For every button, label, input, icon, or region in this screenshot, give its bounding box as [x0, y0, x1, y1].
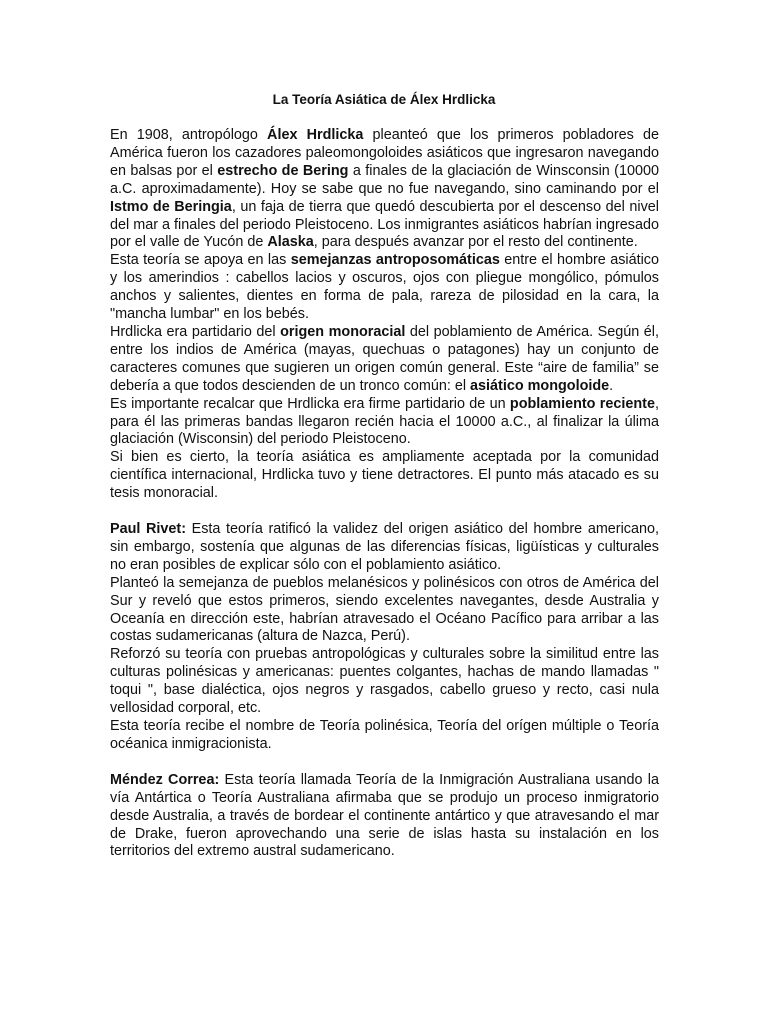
text-run: , para él las primeras bandas llegaron recién hacia el 10000 a.C., al finalizar la úlima glaciación (Wisconsin) del periodo Pleistoceno.	[110, 395, 659, 448]
term-istmo-de-beringia: Istmo de Beringia	[110, 198, 232, 215]
text-run: , un faja de tierra que quedó descubierta por el descenso del nivel del mar a finales del periodo Pleistoceno. Los inmigrantes asiáticos habrían ingresado por el valle de Yucón de	[110, 198, 659, 251]
hrdlicka-paragraph-2	[110, 252, 659, 324]
author-mendez-correa: Méndez Correa:	[110, 771, 220, 788]
text-run: Esta teoría llamada Teoría de la Inmigración Australiana usando la vía Antártica o Teoría Australiana afirmaba que se produjo un proceso inmigratorio desde Australia, a través de bordear el continente antártico y que atravesando el mar de Drake, fueron aprovechando una serie de islas hasta su instalación en los territorios del extremo austral sudamericano.	[110, 771, 660, 860]
text-run: Es importante recalcar que Hrdlicka era firme partidario de un	[110, 395, 510, 412]
rivet-paragraph-4: Esta teoría recibe el nombre de Teoría polinésica, Teoría del orígen múltiple o Teoría océanica inmigracionista.	[110, 718, 659, 752]
hrdlicka-paragraph-1	[110, 127, 659, 252]
rivet-paragraph-1	[110, 521, 659, 575]
text-run: Esta teoría se apoya en las	[110, 252, 291, 269]
hrdlicka-paragraph-5: Si bien es cierto, la teoría asiática es ampliamente aceptada por la comunidad científica internacional, Hrdlicka tuvo y tiene detractores. El punto más atacado es su tesis monoracial.	[110, 449, 659, 502]
author-paul-rivet: Paul Rivet:	[110, 521, 186, 538]
text-run: a finales de la glaciación de Winsconsin (10000 a.C. aproximadamente). Hoy se sabe que no fue navegando, sino caminando por el	[110, 162, 659, 197]
text-run: En 1908, antropólogo	[110, 127, 268, 143]
text-run: Hrdlicka era partidario del	[110, 323, 281, 340]
term-alaska: Alaska	[267, 234, 314, 251]
text-run: , para después avanzar por el resto del continente.	[313, 234, 638, 251]
text-run: Esta teoría ratificó la validez del origen asiático del hombre americano, sin embargo, sostenía que algunas de las diferencias físicas, ligüísticas y culturales no eran posibles de explicar sólo con el poblamiento asiático.	[110, 521, 659, 573]
text-run: entre el hombre asiático y los amerindios : cabellos lacios y oscuros, ojos con pliegue mongólico, pómulos anchos y salientes, dientes en forma de pala, rareza de pilosidad en la cara, la "mancha lumbar" en los bebés.	[110, 252, 659, 323]
term-poblamiento-reciente: poblamiento reciente	[509, 395, 655, 412]
rivet-paragraph-3: Reforzó su teoría con pruebas antropológicas y culturales sobre la similitud entre las culturas polinésicas y americanas: puentes colgantes, hachas de mando llamadas " toqui ", base dialéctica, ojos negros y rasgados, cabello grueso y recto, casi nula vellosidad corporal, etc.	[110, 646, 659, 717]
rivet-paragraph-2: Planteó la semejanza de pueblos melanésicos y polinésicos con otros de América del Sur y reveló que estos primeros, siendo excelentes navegantes, desde Australia y Oceanía en dirección este, habrían atravesado el Océano Pacífico para arribar a las costas sudamericanas (altura de Nazca, Perú).	[110, 574, 659, 645]
hrdlicka-paragraph-4	[110, 396, 659, 450]
hrdlicka-paragraph-3	[110, 324, 659, 396]
document-body	[110, 127, 659, 861]
term-alex-hrdlicka: Álex Hrdlicka	[267, 127, 364, 143]
text-run: pleanteó que los primeros pobladores de América fueron los cazadores paleomongoloides asiáticos que ingresaron navegando en balsas por el	[110, 127, 660, 179]
text-run: del poblamiento de América. Según él, entre los indios de América (mayas, quechuas o patagones) hay un conjunto de caracteres comunes que sugieren un origen común general. Este “aire de familia” se debería a que todos descienden de un tronco común: el	[110, 323, 659, 394]
term-estrecho-de-bering: estrecho de Bering	[217, 162, 349, 179]
document-title: La Teoría Asiática de Álex Hrdlicka	[272, 92, 496, 107]
mendez-paragraph-1	[110, 772, 659, 862]
term-semejanzas-antroposomaticas: semejanzas antroposomáticas	[290, 252, 500, 269]
text-run: .	[609, 377, 614, 394]
term-asiatico-mongoloide: asiático mongoloide	[470, 377, 610, 394]
term-origen-monoracial: origen monoracial	[280, 323, 406, 340]
